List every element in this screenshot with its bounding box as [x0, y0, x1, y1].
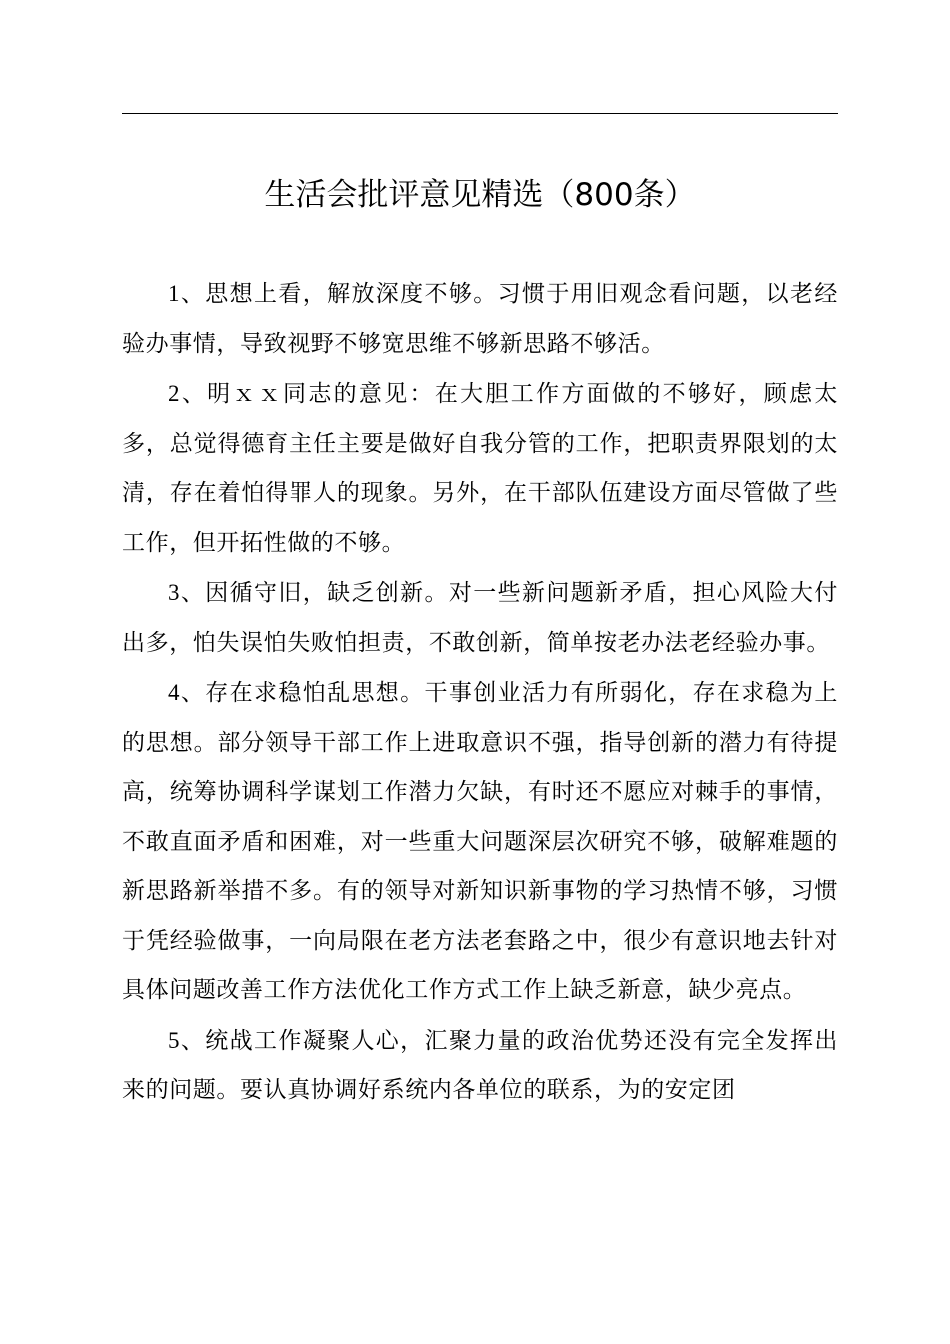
paragraph-text: 、因循守旧，缺乏创新。对一些新问题新矛盾，担心风险大付出多，怕失误怕失败怕担责，不敢创新，简单按老办法老经验办事。	[122, 580, 838, 656]
paragraph-1	[122, 269, 838, 369]
paragraph-number: 2	[168, 381, 181, 406]
paragraph-number: 3	[168, 580, 181, 605]
paragraph-text: 、统战工作凝聚人心，汇聚力量的政治优势还没有完全发挥出来的问题。要认真协调好系统内各单位的联系，为的安定团	[122, 1027, 838, 1103]
paragraph-number: 4	[168, 680, 181, 705]
paragraph-number: 5	[168, 1027, 181, 1053]
document-title: 生活会批评意见精选（800条）	[264, 177, 696, 213]
paragraph-text: 、思想上看，解放深度不够。习惯于用旧观念看问题，以老经验办事情，导致视野不够宽思维不够新思路不够活。	[122, 281, 838, 357]
paragraph-text: 、存在求稳怕乱思想。干事创业活力有所弱化，存在求稳为上的思想。部分领导干部工作上进取意识不强，指导创新的潜力有待提高，统筹协调科学谋划工作潜力欠缺，有时还不愿应对棘手的事情，不敢直面矛盾和困难，对一些重大问题深层次研究不够，破解难题的新思路新举措不多。有的领导对新知识新事物的学习热情不够，习惯于凭经验做事，一向局限在老方法老套路之中，很少有意识地去针对具体问题改善工作方法优化工作方式工作上缺乏新意，缺少亮点。	[122, 680, 838, 1003]
paragraph-5	[122, 1016, 838, 1116]
document-body	[122, 269, 838, 1116]
header-rule	[122, 113, 838, 114]
paragraph-3	[122, 568, 838, 668]
paragraph-4	[122, 668, 838, 1016]
paragraph-number: 1	[168, 281, 181, 306]
paragraph-2	[122, 369, 838, 568]
paragraph-text: 、明ｘｘ同志的意见：在大胆工作方面做的不够好，顾虑太多，总觉得德育主任主要是做好自我分管的工作，把职责界限划的太清，存在着怕得罪人的现象。另外，在干部队伍建设方面尽管做了些工作，但开拓性做的不够。	[122, 381, 838, 556]
